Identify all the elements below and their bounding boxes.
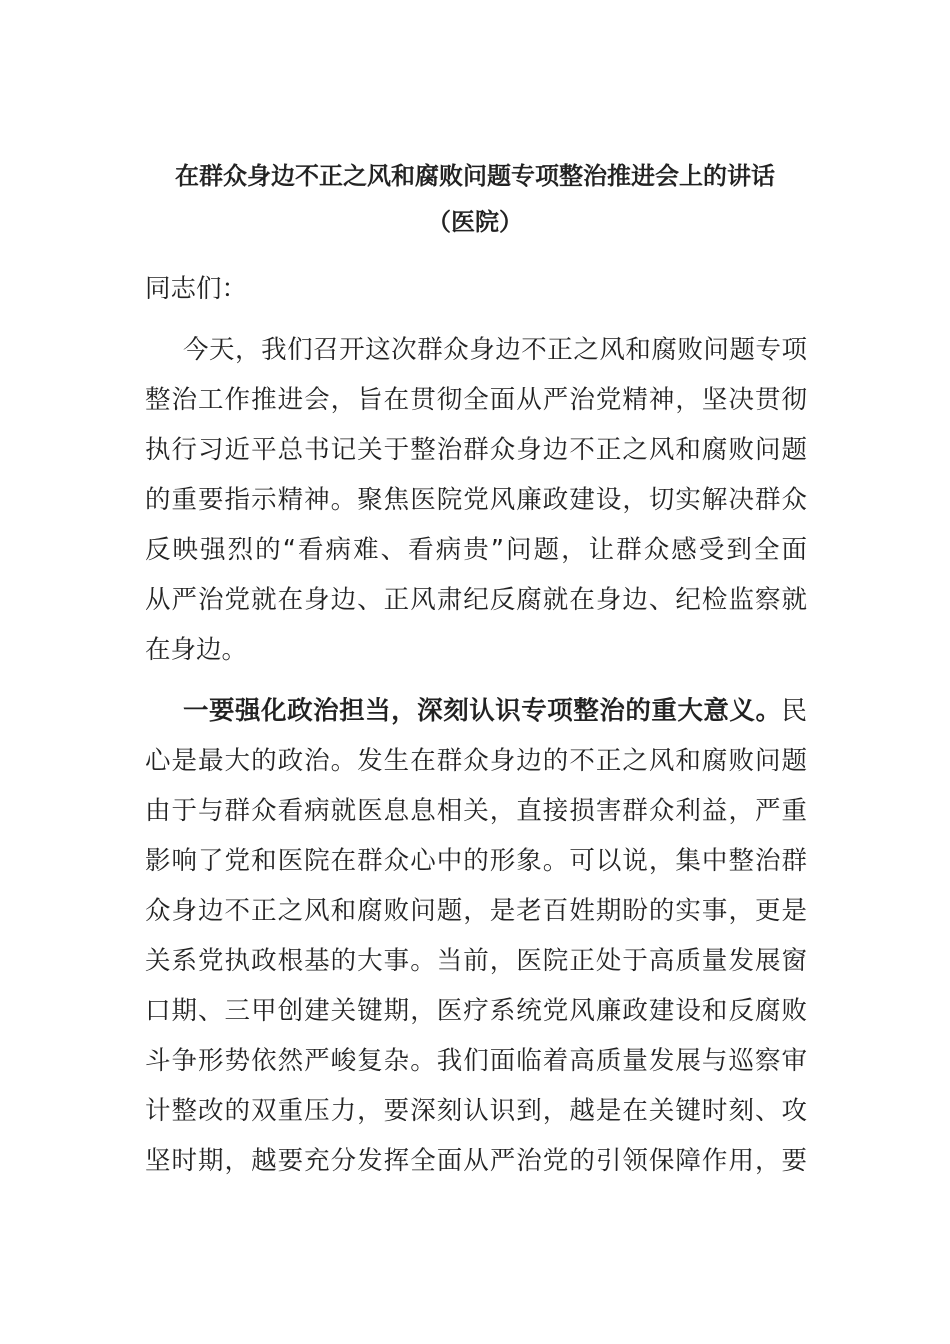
paragraph-line: 关系党执政根基的大事。当前，医院正处于高质量发展窗 — [145, 946, 807, 976]
title-line-2: （医院） — [427, 208, 523, 236]
paragraph-lead-tail: 民 — [781, 696, 807, 726]
paragraph-2 — [145, 686, 807, 1186]
paragraph-line: 的重要指示精神。聚焦医院党风廉政建设，切实解决群众 — [145, 485, 807, 515]
paragraph-line: 在身边。 — [145, 635, 248, 665]
paragraph-line: 整治工作推进会，旨在贯彻全面从严治党精神，坚决贯彻 — [145, 385, 807, 415]
paragraph-line: 反映强烈的“看病难、看病贵”问题，让群众感受到全面 — [145, 535, 807, 565]
paragraph-line: 众身边不正之风和腐败问题，是老百姓期盼的实事，更是 — [145, 896, 807, 926]
paragraph-line: 影响了党和医院在群众心中的形象。可以说，集中整治群 — [145, 846, 807, 876]
paragraph-line: 计整改的双重压力，要深刻认识到，越是在关键时刻、攻 — [145, 1096, 807, 1126]
paragraph-line: 由于与群众看病就医息息相关，直接损害群众利益，严重 — [145, 796, 807, 826]
paragraph-line: 心是最大的政治。发生在群众身边的不正之风和腐败问题 — [145, 746, 807, 776]
title-line-1: 在群众身边不正之风和腐败问题专项整治推进会上的讲话 — [175, 162, 775, 190]
paragraph-line: 坚时期，越要充分发挥全面从严治党的引领保障作用，要 — [145, 1146, 807, 1176]
paragraph-line: 口期、三甲创建关键期，医疗系统党风廉政建设和反腐败 — [145, 996, 807, 1026]
paragraph-line: 执行习近平总书记关于整治群众身边不正之风和腐败问题 — [145, 435, 807, 465]
paragraph-lead-heading: 一要强化政治担当，深刻认识专项整治的重大意义。 — [183, 696, 782, 726]
paragraph-line: 斗争形势依然严峻复杂。我们面临着高质量发展与巡察审 — [145, 1046, 807, 1076]
salutation: 同志们： — [145, 274, 248, 304]
paragraph-line: 从严治党就在身边、正风肃纪反腐就在身边、纪检监察就 — [145, 585, 807, 615]
paragraph-first-line — [145, 686, 807, 736]
paragraph-line: 今天，我们召开这次群众身边不正之风和腐败问题专项 — [183, 335, 807, 365]
document-title — [145, 153, 805, 245]
paragraph-1 — [145, 325, 807, 675]
